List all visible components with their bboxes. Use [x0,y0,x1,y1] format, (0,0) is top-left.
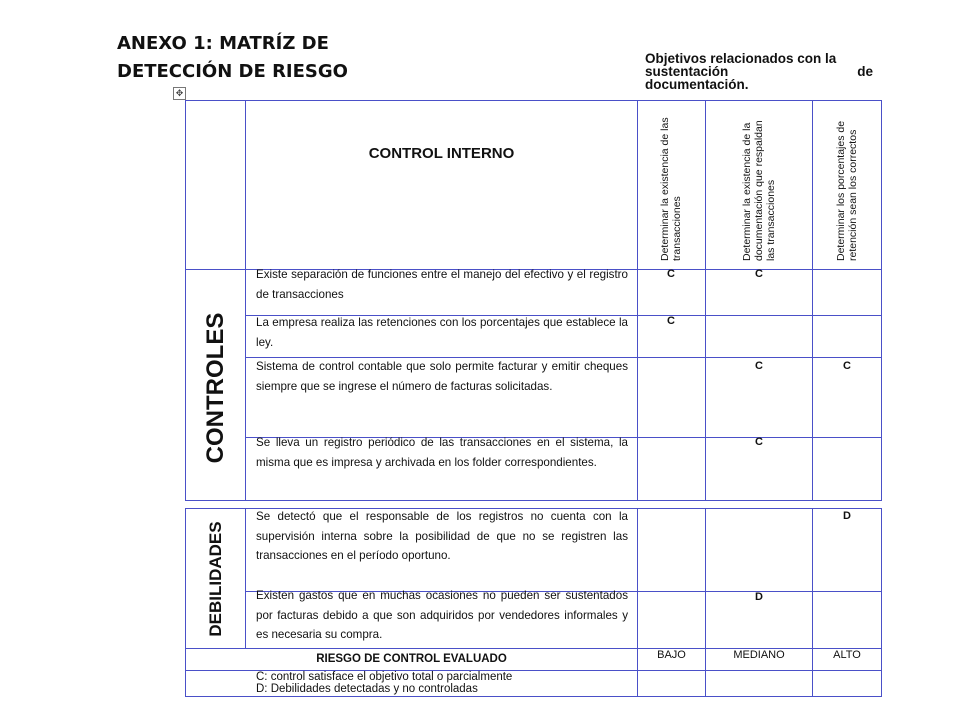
column-header-2-text: Determinar la existencia de la documentación que respaldan las transacciones [741,120,777,261]
legend-line-d: D: Debilidades detectadas y no controladas [256,683,478,695]
risk-level-bajo-cell [637,648,706,671]
title-line-1: ANEXO 1: MATRÍZ DE [117,33,329,54]
legend-line-c: C: control satisface el objetivo total o parcialmente [256,671,513,683]
control-row-4-col1 [637,437,706,501]
weakness-row-2-col3 [812,591,882,649]
column-header-1 [637,100,706,270]
risk-level-mediano: MEDIANO [733,649,785,661]
objectives-header [645,52,873,91]
objectives-line-2-left: sustentación [645,64,729,79]
document-title [117,30,348,86]
mark-r3-c2: C [755,360,763,372]
mark-r3-c3: C [843,360,851,372]
controles-label: CONTROLES [202,312,229,464]
column-header-3-text: Determinar los porcentajes de retención sean los correctos [835,120,859,261]
risk-level-alto: ALTO [833,649,861,661]
title-line-2: DETECCIÓN DE RIESGO [117,61,348,82]
controles-label-cell [185,269,246,501]
legend-col3 [812,670,882,697]
control-interno-title: CONTROL INTERNO [368,145,515,162]
control-row-4-text: Se lleva un registro periódico de las transacciones en el sistema, la misma que es impresa y archivada en los folder correspondientes. [256,436,628,469]
control-row-2-text: La empresa realiza las retenciones con los porcentajes que establece la ley. [256,316,628,349]
debilidades-label: DEBILIDADES [206,521,225,637]
objectives-line-2-right: de [857,64,873,79]
mark-r1-c2: C [755,268,763,280]
control-row-1-col3 [812,269,882,316]
control-row-3-col1 [637,357,706,438]
weakness-row-1-text: Se detectó que el responsable de los registros no cuenta con la supervisión interna sobre la posibilidad de que no se registren las transacciones en el período oportuno. [256,510,628,562]
mark-r4-c2: C [755,436,763,448]
header-title-cell [245,100,638,270]
control-row-2-col3 [812,315,882,358]
column-header-1-text: Determinar la existencia de las transacciones [659,117,683,261]
legend-col2 [705,670,813,697]
risk-level-bajo: BAJO [657,649,686,661]
control-row-4-col3 [812,437,882,501]
mark-r6-c2: D [755,591,763,603]
weakness-row-2-text: Existen gastos que en muchas ocasiones no pueden ser sustentados por facturas debido a que son adquiridos por vendedores informales y es necesaria su compra. [256,589,628,641]
objectives-line-3: documentación. [645,77,749,92]
debilidades-label-cell [185,508,246,649]
mark-r1-c1: C [667,268,675,280]
weakness-row-1-col2 [705,508,813,592]
risk-label-cell [185,648,638,671]
risk-level-mediano-cell [705,648,813,671]
risk-level-alto-cell [812,648,882,671]
weakness-row-1-col1 [637,508,706,592]
column-header-2 [705,100,813,270]
control-row-2-col2 [705,315,813,358]
mark-r2-c1: C [667,315,675,327]
risk-label: RIESGO DE CONTROL EVALUADO [316,653,507,665]
column-header-3 [812,100,882,270]
control-row-1-text: Existe separación de funciones entre el manejo del efectivo y el registro de transacciones [256,268,628,301]
weakness-row-2-col1 [637,591,706,649]
objectives-line-1: Objetivos relacionados con la [645,51,837,66]
control-row-3-text: Sistema de control contable que solo permite facturar y emitir cheques siempre que se ingrese el número de facturas solicitadas. [256,360,628,393]
move-icon[interactable]: ✥ [173,87,186,100]
header-blank-cell [185,100,246,270]
legend-col1 [637,670,706,697]
mark-r5-c3: D [843,510,851,522]
